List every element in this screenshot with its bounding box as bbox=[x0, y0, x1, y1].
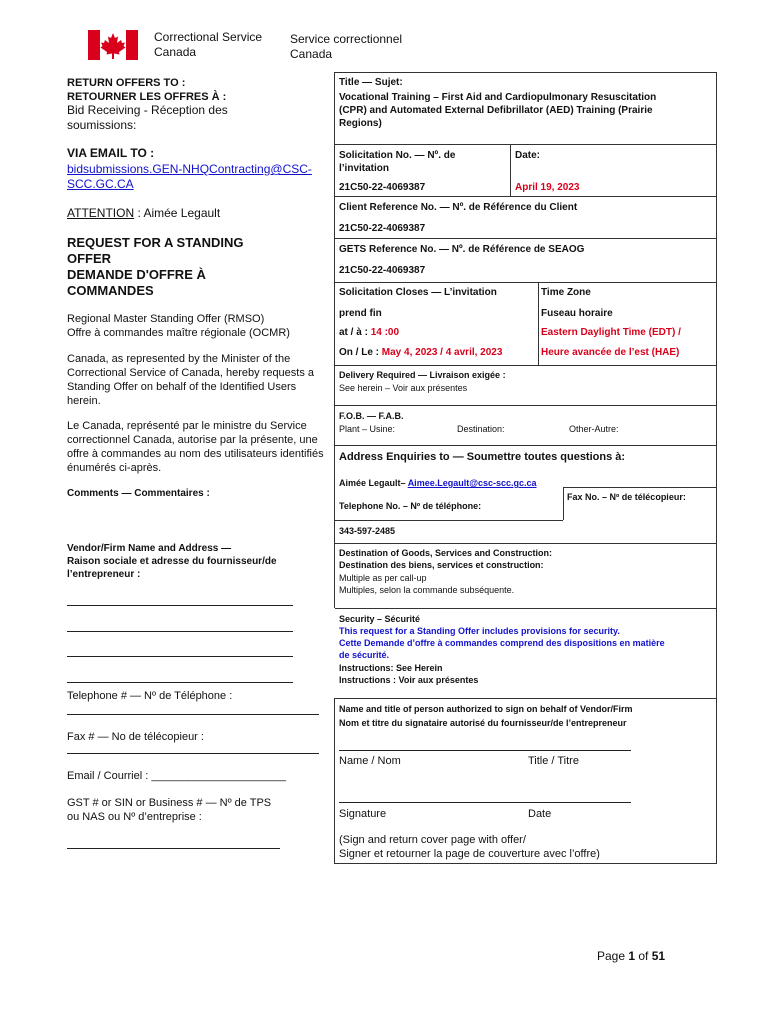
comments-label: Comments — Commentaires : bbox=[67, 488, 210, 499]
date-sign-label: Date bbox=[528, 808, 552, 820]
title-section: Title — Sujet: Vocational Training – First Aid and Cardiopulmonary Resuscitation (CPR) and Automated External Defibrillator (AED) Training (Prairie Regions) bbox=[339, 77, 657, 129]
signature-date-line[interactable] bbox=[339, 802, 631, 803]
fob-plant: Plant – Usine: bbox=[339, 424, 396, 434]
fax-no-label: Fax No. – Nº de télécopieur: bbox=[567, 492, 686, 502]
gets-ref-label: GETS Reference No. — Nº. de Référence de SEAOG bbox=[339, 244, 585, 255]
title-titre-label: Title / Titre bbox=[528, 755, 579, 767]
vendor-line-1[interactable] bbox=[67, 605, 293, 606]
gst-label: GST # or SIN or Business # — Nº de TPS ou NAS ou Nº d’entreprise : bbox=[67, 797, 272, 823]
request-title: REQUEST FOR A STANDING OFFER DEMANDE D'OFFRE À COMMANDES bbox=[67, 235, 244, 298]
client-ref-label: Client Reference No. — Nº. de Référence du Client bbox=[339, 202, 578, 213]
dept-name-fr: Service correctionnel Canada bbox=[290, 32, 403, 61]
security-text: This request for a Standing Offer includes provisions for security. Cette Demande d’offre à commandes comprend des dispositions en matière de sécurité. bbox=[339, 626, 665, 660]
solicitation-no: 21C50-22-4069387 bbox=[339, 182, 426, 193]
security-label: Security – Sécurité bbox=[339, 614, 421, 624]
telephone-no-label: Telephone No. – Nº de téléphone: bbox=[339, 501, 482, 511]
fob-destination: Destination: bbox=[457, 424, 505, 434]
contact-email-link[interactable]: Aimee.Legault@csc-scc.gc.ca bbox=[407, 478, 537, 488]
return-offers-label: RETURN OFFERS TO : RETOURNER LES OFFRES À : bbox=[67, 77, 227, 103]
date-value: April 19, 2023 bbox=[515, 182, 580, 193]
name-nom-label: Name / Nom bbox=[339, 755, 401, 767]
email-field[interactable]: Email / Courriel : ______________________ bbox=[67, 770, 286, 782]
name-title-line[interactable] bbox=[339, 750, 631, 751]
canada-request-en: Canada, as represented by the Minister of the Correctional Service of Canada, hereby requests a Standing Offer on behalf of the Identified Users herein. bbox=[67, 353, 315, 407]
time-zone-en: Eastern Daylight Time (EDT) / bbox=[541, 327, 681, 338]
fob-label: F.O.B. — F.A.B. bbox=[339, 411, 404, 421]
vendor-line-4[interactable] bbox=[67, 682, 293, 683]
date-label: Date: bbox=[515, 150, 541, 161]
rmso-text: Regional Master Standing Offer (RMSO) Offre à commandes maître régionale (OCMR) bbox=[67, 313, 290, 339]
gst-line[interactable] bbox=[67, 848, 280, 849]
solicitation-no-label: Solicitation No. — Nº. de l’invitation bbox=[339, 150, 456, 174]
fax-line[interactable] bbox=[67, 753, 319, 754]
telephone-label: Telephone # — Nº de Téléphone : bbox=[67, 690, 233, 702]
telephone-line[interactable] bbox=[67, 714, 319, 715]
time-zone-fr: Heure avancée de l’est (HAE) bbox=[541, 347, 680, 358]
fax-label: Fax # — No de télécopieur : bbox=[67, 731, 204, 743]
address-enquiries-label: Address Enquiries to — Soumettre toutes questions à: bbox=[339, 451, 626, 463]
client-ref-value: 21C50-22-4069387 bbox=[339, 223, 426, 234]
telephone-no-value: 343-597-2485 bbox=[339, 526, 396, 536]
signature-label: Signature bbox=[339, 808, 387, 820]
bid-receiving: Bid Receiving - Réception des soumissions: bbox=[67, 103, 228, 132]
vendor-line-3[interactable] bbox=[67, 656, 293, 657]
bid-email-link[interactable]: bidsubmissions.GEN-NHQContracting@CSC- SCC.GC.CA bbox=[67, 162, 312, 191]
time-zone-label: Time Zone bbox=[541, 287, 591, 298]
destination-goods-value: Multiple as per call-up Multiples, selon la commande subséquente. bbox=[339, 573, 515, 595]
closes-label: Solicitation Closes — L’invitation bbox=[339, 287, 497, 298]
vendor-label: Vendor/Firm Name and Address — Raison sociale et adresse du fournisseur/de l’entrepreneur : bbox=[67, 543, 277, 580]
via-email-label: VIA EMAIL TO : bbox=[67, 146, 155, 160]
delivery-label: Delivery Required — Livraison exigée : bbox=[339, 370, 506, 380]
fuseau-horaire-label: Fuseau horaire bbox=[541, 308, 613, 319]
page-number: Page 1 of 51 bbox=[597, 949, 666, 963]
closing-time: at / à : 14 :00 bbox=[339, 327, 400, 338]
gets-ref-value: 21C50-22-4069387 bbox=[339, 265, 426, 276]
instructions: Instructions: See Herein Instructions : Voir aux présentes bbox=[339, 663, 479, 685]
canada-flag-logo bbox=[88, 30, 138, 60]
signatory-label: Name and title of person authorized to sign on behalf of Vendor/Firm Nom et titre du signataire autorisé du fournisseur/de l’entrepreneur bbox=[339, 704, 633, 728]
contact-line: Aimée Legault– Aimee.Legault@csc-scc.gc.ca bbox=[339, 478, 537, 488]
fob-other: Other-Autre: bbox=[569, 424, 619, 434]
delivery-value: See herein – Voir aux présentes bbox=[339, 383, 468, 393]
sign-return-note: (Sign and return cover page with offer/ Signer et retourner la page de couverture avec l’offre) bbox=[339, 834, 600, 860]
canada-request-fr: Le Canada, représenté par le ministre du Service correctionnel Canada, autorise par la présente, une offre à commandes au nom des utilisateurs identifiés énumérés ci-après. bbox=[67, 420, 324, 474]
prend-fin-label: prend fin bbox=[339, 308, 382, 319]
dept-name-en: Correctional Service Canada bbox=[154, 30, 263, 59]
vendor-line-2[interactable] bbox=[67, 631, 293, 632]
destination-goods-label: Destination of Goods, Services and Construction: Destination des biens, services et construction: bbox=[339, 548, 553, 570]
closing-date: On / Le : May 4, 2023 / 4 avril, 2023 bbox=[339, 347, 503, 358]
attention-line: ATTENTION : Aimée Legault bbox=[67, 206, 221, 220]
